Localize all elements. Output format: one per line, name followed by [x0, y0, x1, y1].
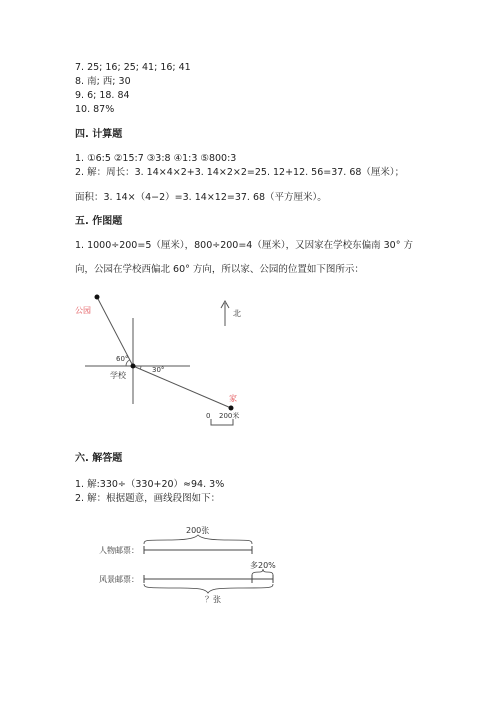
- home-label: 家: [229, 394, 237, 403]
- row2-extra: 多20%: [250, 561, 276, 570]
- scale-label: 200米: [219, 412, 240, 420]
- section-5-title: 五. 作图题: [75, 216, 123, 227]
- row1-brace: [144, 535, 252, 544]
- row2-label: 风景邮票：: [99, 575, 139, 584]
- answer-10: 10. 87%: [75, 104, 115, 115]
- answer-9: 9. 6; 18. 84: [75, 90, 130, 101]
- angle-60-label: 60°: [116, 355, 129, 363]
- row1-label: 人物邮票：: [99, 546, 139, 555]
- section-4-line-3: 面积：3. 14×（4−2）=3. 14×12=37. 68（平方厘米）。: [75, 192, 327, 203]
- row2-brace: [144, 584, 273, 593]
- section-6-title: 六. 解答题: [75, 453, 123, 464]
- north-label: 北: [233, 309, 241, 318]
- section-4-title: 四. 计算题: [75, 129, 123, 140]
- scale-zero-label: 0: [206, 412, 211, 420]
- school-label: 学校: [110, 371, 126, 380]
- answer-7: 7. 25; 16; 25; 41; 16; 41: [75, 62, 191, 73]
- section-5-line-2: 向，公园在学校西偏北 60° 方向，所以家、公园的位置如下图所示：: [75, 264, 364, 275]
- section-5-line-1: 1. 1000÷200=5（厘米），800÷200=4（厘米），又因家在学校东偏南 30° 方: [75, 240, 413, 251]
- section-6-line-2: 2. 解：根据题意，画线段图如下：: [75, 493, 221, 504]
- section-4-line-2: 2. 解：周长：3. 14×4×2+3. 14×2×2=25. 12+12. 56=37. 68（厘米）；: [75, 167, 405, 178]
- section-6-line-1: 1. 解:330÷（330+20）≈94. 3%: [75, 479, 225, 490]
- section-4-line-1: 1. ①6:5 ②15:7 ③3:8 ④1:3 ⑤800:3: [75, 153, 237, 164]
- row2-unknown: ？张: [205, 595, 221, 604]
- park-label: 公园: [75, 306, 91, 315]
- answer-8: 8. 南; 西; 30: [75, 76, 131, 87]
- angle-30-label: 30°: [152, 366, 165, 374]
- row1-value: 200张: [186, 526, 210, 535]
